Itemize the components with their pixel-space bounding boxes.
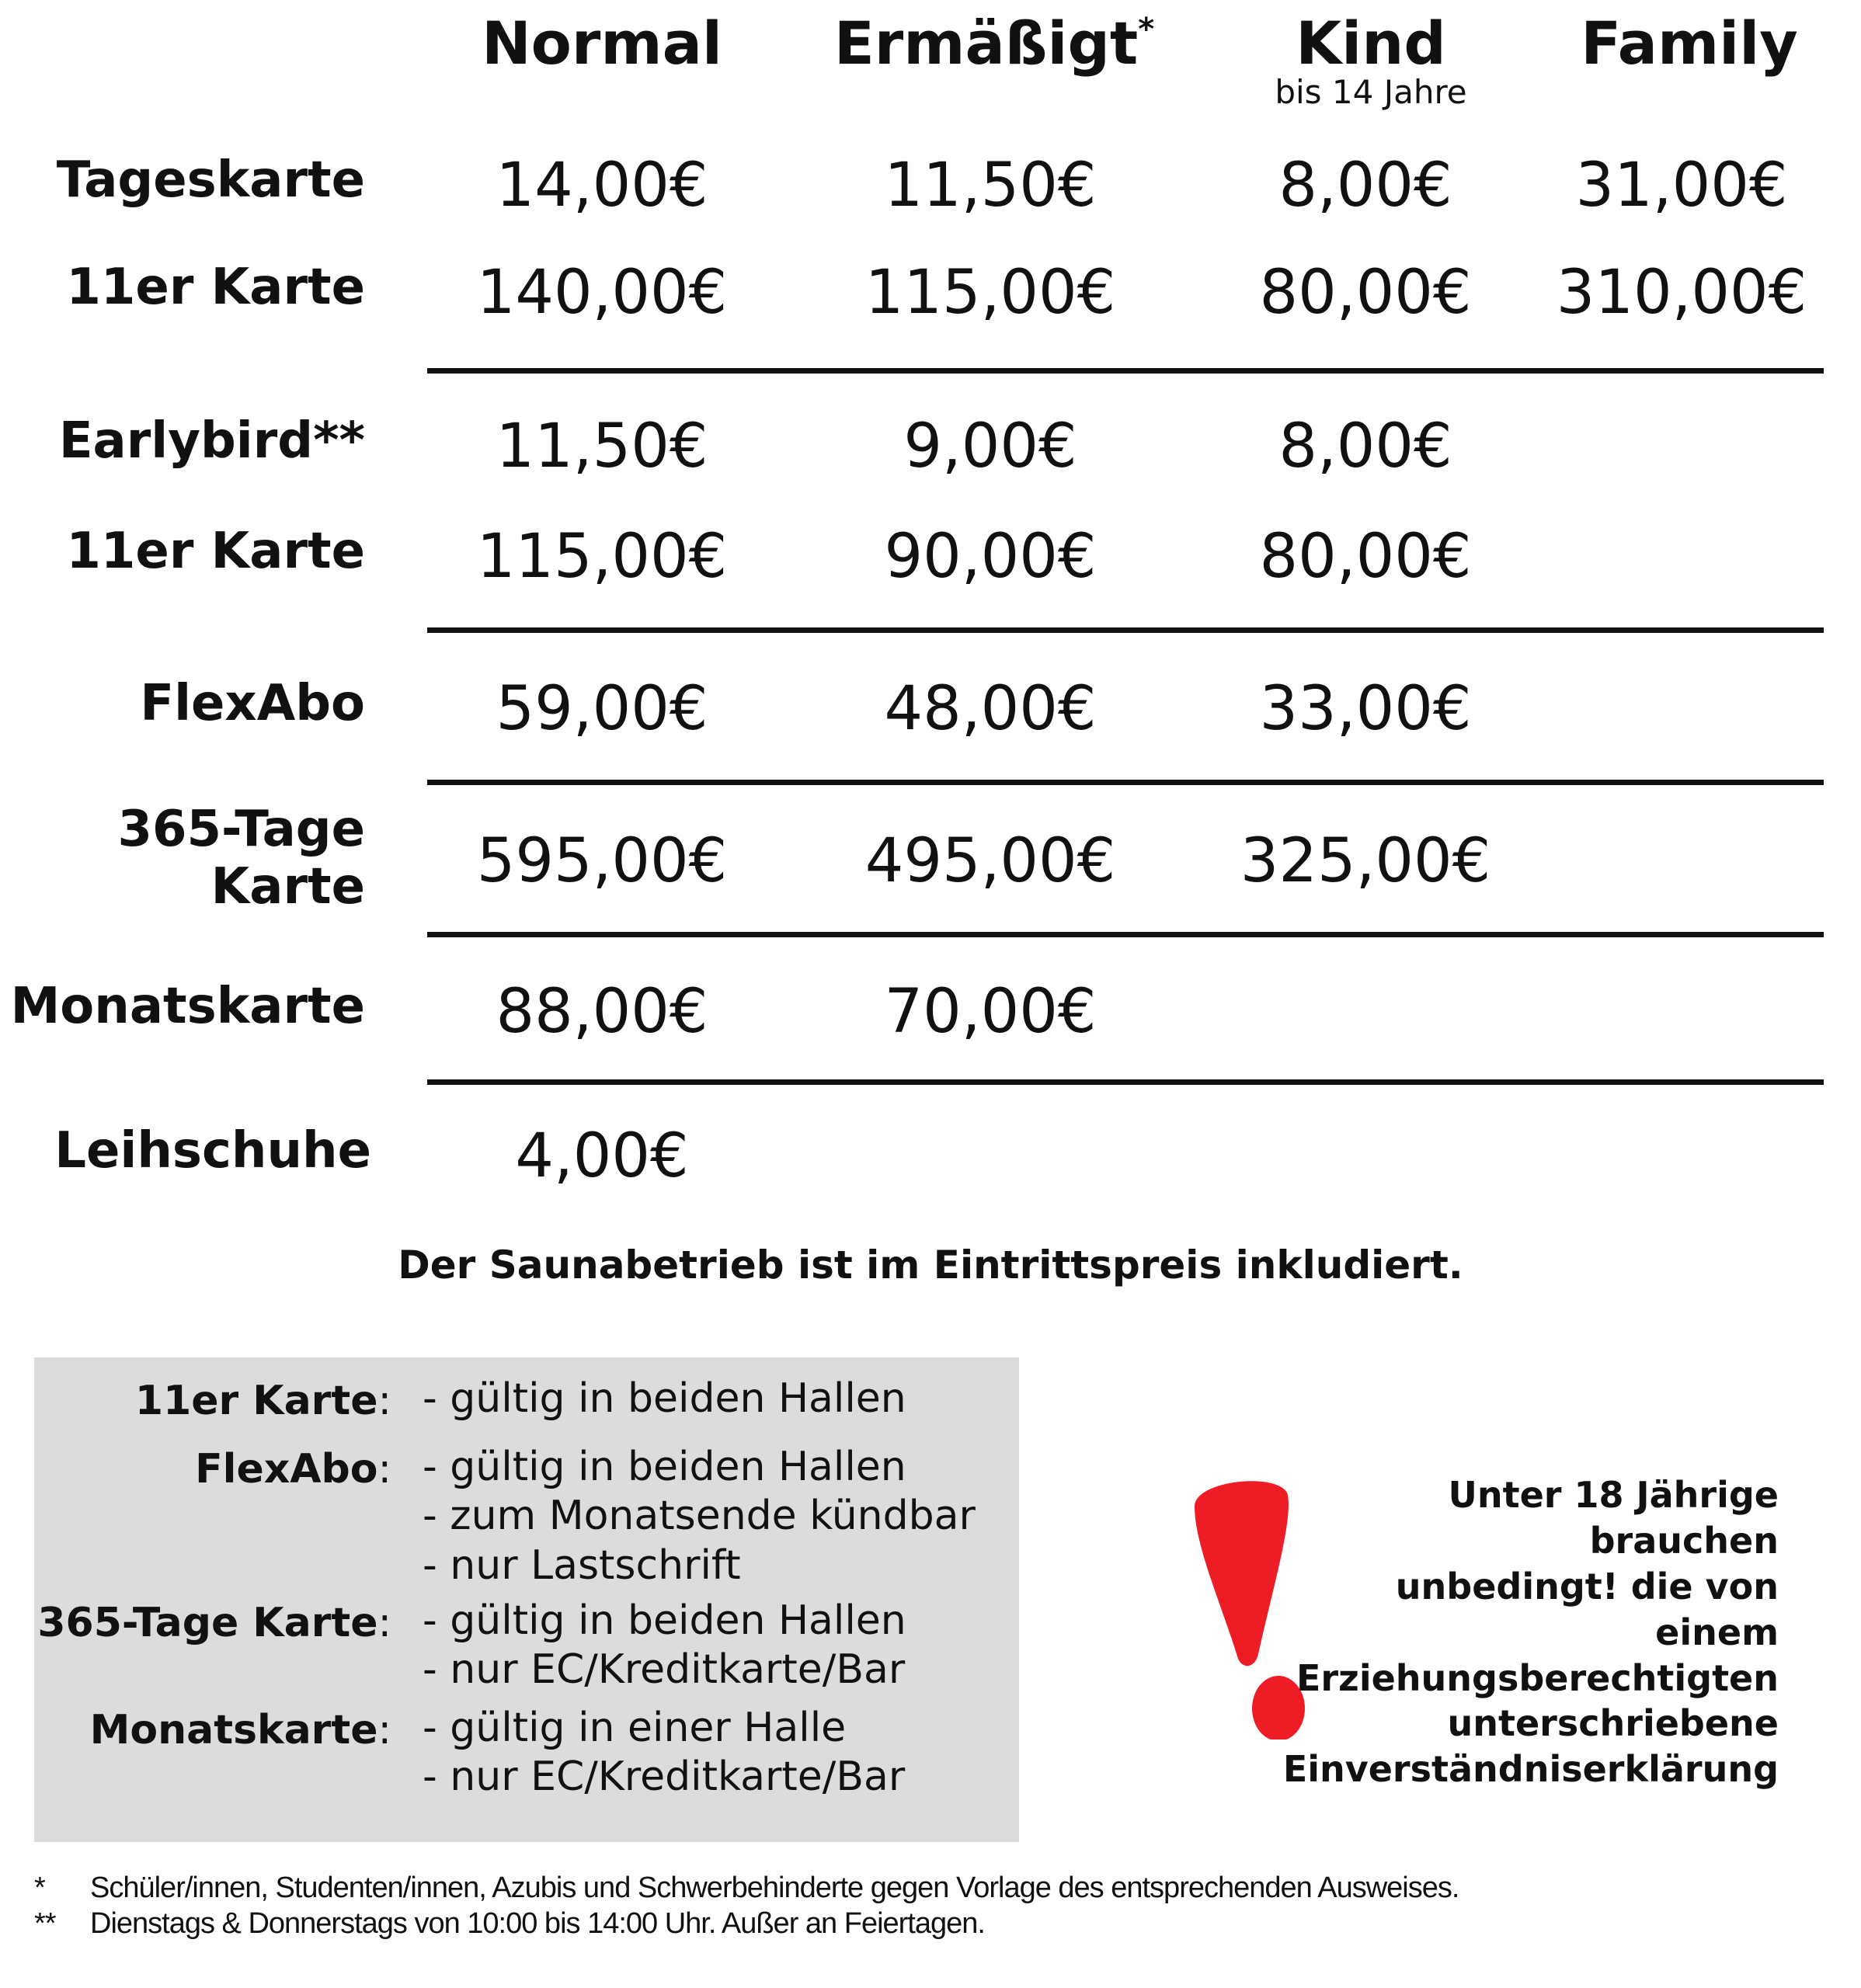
warning-line: Erziehungsberechtigten — [1296, 1656, 1779, 1699]
price-365-normal: 595,00€ — [476, 826, 728, 896]
row-label-365-tage-karte — [0, 801, 365, 916]
warning-line: unbedingt! die von einem — [1395, 1565, 1779, 1653]
column-header-reduced: Ermäßigt* — [833, 9, 1155, 78]
price-tageskarte-normal: 14,00€ — [496, 151, 708, 221]
info-line: - zum Monatsende kündbar — [423, 1493, 976, 1540]
price-11er-earlybird-child: 80,00€ — [1259, 522, 1472, 592]
row-label-monatskarte: Monatskarte — [10, 978, 365, 1035]
price-monat-reduced: 70,00€ — [884, 977, 1097, 1047]
info-key-flexabo: FlexAbo: — [195, 1446, 391, 1493]
row-label-line: 365-Tage — [117, 801, 365, 858]
column-header-child: Kind bis 14 Jahre — [1208, 14, 1534, 109]
info-key-11er-karte: 11er Karte: — [134, 1378, 391, 1424]
divider — [427, 780, 1824, 785]
price-tageskarte-family: 31,00€ — [1575, 151, 1788, 221]
row-label-tageskarte: Tageskarte — [56, 151, 365, 209]
info-value-monatskarte — [423, 1704, 905, 1802]
warning-line: Unter 18 Jährige brauchen — [1448, 1474, 1779, 1562]
footnote-mark: ** — [34, 1907, 56, 1940]
row-label-11er-karte: 11er Karte — [66, 259, 365, 316]
divider — [427, 368, 1824, 374]
footnote-text: Schüler/innen, Studenten/innen, Azubis und Schwerbehinderte gegen Vorlage des entsprechenden Ausweises. — [90, 1872, 1459, 1904]
info-line: - nur EC/Kreditkarte/Bar — [423, 1753, 906, 1801]
footnote-text: Dienstags & Donnerstags von 10:00 bis 14:00 Uhr. Außer an Feiertagen. — [90, 1907, 985, 1940]
price-earlybird-reduced: 9,00€ — [903, 412, 1077, 481]
price-earlybird-child: 8,00€ — [1278, 412, 1452, 481]
warning-line: unterschriebene — [1447, 1702, 1779, 1745]
price-11er-family: 310,00€ — [1556, 258, 1807, 328]
divider — [427, 1079, 1824, 1085]
price-11er-earlybird-normal: 115,00€ — [476, 522, 728, 592]
sauna-note: Der Saunabetrieb ist im Eintrittspreis inkludiert. — [398, 1242, 1463, 1288]
info-line: - gültig in einer Halle — [423, 1705, 847, 1751]
price-11er-child: 80,00€ — [1259, 258, 1472, 328]
row-label-line: Karte — [210, 857, 365, 916]
footnote-1 — [34, 1872, 1459, 1905]
info-line: - nur EC/Kreditkarte/Bar — [423, 1646, 906, 1694]
column-header-normal: Normal — [482, 9, 722, 78]
info-line: - gültig in beiden Hallen — [423, 1444, 906, 1490]
info-line: - gültig in beiden Hallen — [423, 1597, 906, 1644]
price-flexabo-reduced: 48,00€ — [884, 674, 1097, 744]
divider — [427, 932, 1824, 937]
price-11er-reduced: 115,00€ — [864, 258, 1116, 328]
info-value-flexabo — [423, 1443, 976, 1590]
price-365-reduced: 495,00€ — [864, 826, 1116, 896]
row-label-11er-karte-earlybird: 11er Karte — [66, 523, 365, 580]
info-key-monatskarte: Monatskarte: — [89, 1707, 391, 1753]
underage-warning — [1274, 1472, 1779, 1792]
info-line: - nur Lastschrift — [423, 1541, 741, 1589]
price-flexabo-child: 33,00€ — [1259, 674, 1472, 744]
reduced-footnote-mark: * — [1138, 12, 1155, 47]
divider — [427, 627, 1824, 633]
column-subheader-child: bis 14 Jahre — [1275, 73, 1467, 111]
price-365-child: 325,00€ — [1240, 826, 1491, 896]
row-label-leihschuhe: Leihschuhe — [54, 1122, 371, 1180]
info-value-11er-karte — [423, 1375, 906, 1423]
price-tageskarte-reduced: 11,50€ — [884, 151, 1097, 221]
row-label-flexabo: FlexAbo — [140, 675, 365, 732]
row-label-earlybird: Earlybird** — [58, 412, 365, 470]
info-value-365-tage-karte — [423, 1597, 906, 1695]
footnote-2 — [34, 1907, 985, 1941]
price-earlybird-normal: 11,50€ — [496, 412, 708, 481]
info-key-365-tage-karte: 365-Tage Karte: — [37, 1600, 391, 1646]
price-11er-normal: 140,00€ — [476, 258, 728, 328]
price-flexabo-normal: 59,00€ — [496, 674, 708, 744]
column-header-family: Family — [1581, 9, 1798, 78]
ticket-info-box — [34, 1357, 1019, 1842]
price-11er-earlybird-reduced: 90,00€ — [884, 522, 1097, 592]
price-tageskarte-child: 8,00€ — [1278, 151, 1452, 221]
info-line: - gültig in beiden Hallen — [423, 1375, 906, 1422]
price-leihschuhe-normal: 4,00€ — [515, 1121, 689, 1191]
warning-line: Einverständniserklärung — [1282, 1748, 1779, 1791]
price-monat-normal: 88,00€ — [496, 977, 708, 1047]
footnote-mark: * — [34, 1872, 45, 1904]
